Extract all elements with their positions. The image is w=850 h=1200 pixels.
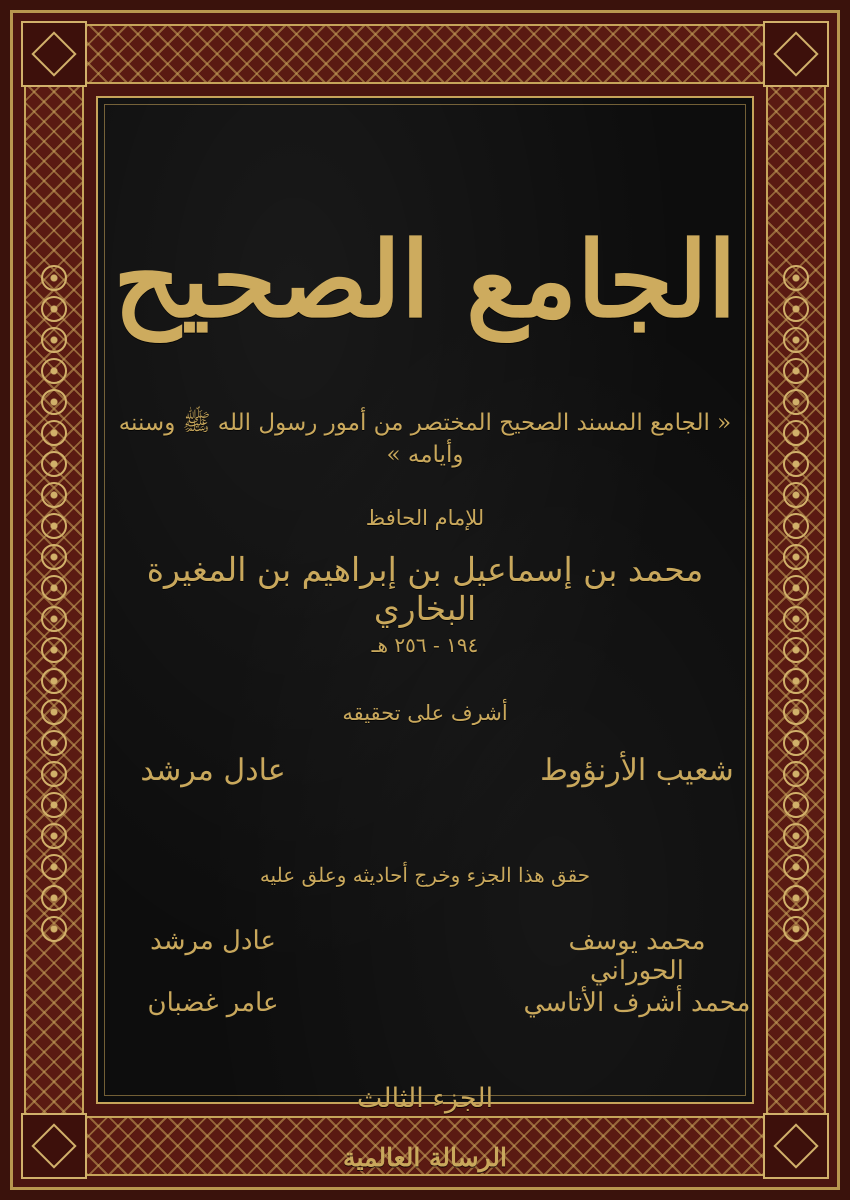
supervised-label: أشرف على تحقيقه [342,701,508,725]
corner-ornament [21,1113,87,1179]
side-ornament-right [780,260,812,960]
verifier-name: عادل مرشد [150,926,276,956]
corner-ornament [763,1113,829,1179]
center-panel [96,96,754,1172]
verified-label: حقق هذا الجزء وخرج أحاديثه وعلق عليه [259,863,591,887]
supervisor-name: شعيب الأرنؤوط [540,753,734,788]
corner-ornament [21,21,87,87]
author-name: محمد بن إسماعيل بن إبراهيم بن المغيرة البخاري [146,550,704,628]
supervisor-name: عادل مرشد [140,753,286,788]
volume-label: الجزء الثالث [356,1083,494,1114]
book-subtitle: « الجامع المسند الصحيح المختصر من أمور رسول الله ﷺ وسننه وأيامه » [118,410,732,468]
book-title: الجامع الصحيح [113,218,737,341]
ornamental-border-top [24,24,826,84]
verifier-name: محمد أشرف الأتاسي [523,988,751,1018]
verifier-name: عامر غضبان [147,988,279,1018]
publisher-name: الرسالة العالمية [343,1143,507,1172]
author-dates: ١٩٤ - ٢٥٦ هـ [371,633,479,657]
corner-ornament [763,21,829,87]
verifier-name: محمد يوسف الحوراني [568,926,706,986]
side-ornament-left [38,260,70,960]
imam-label: للإمام الحافظ [365,506,485,530]
